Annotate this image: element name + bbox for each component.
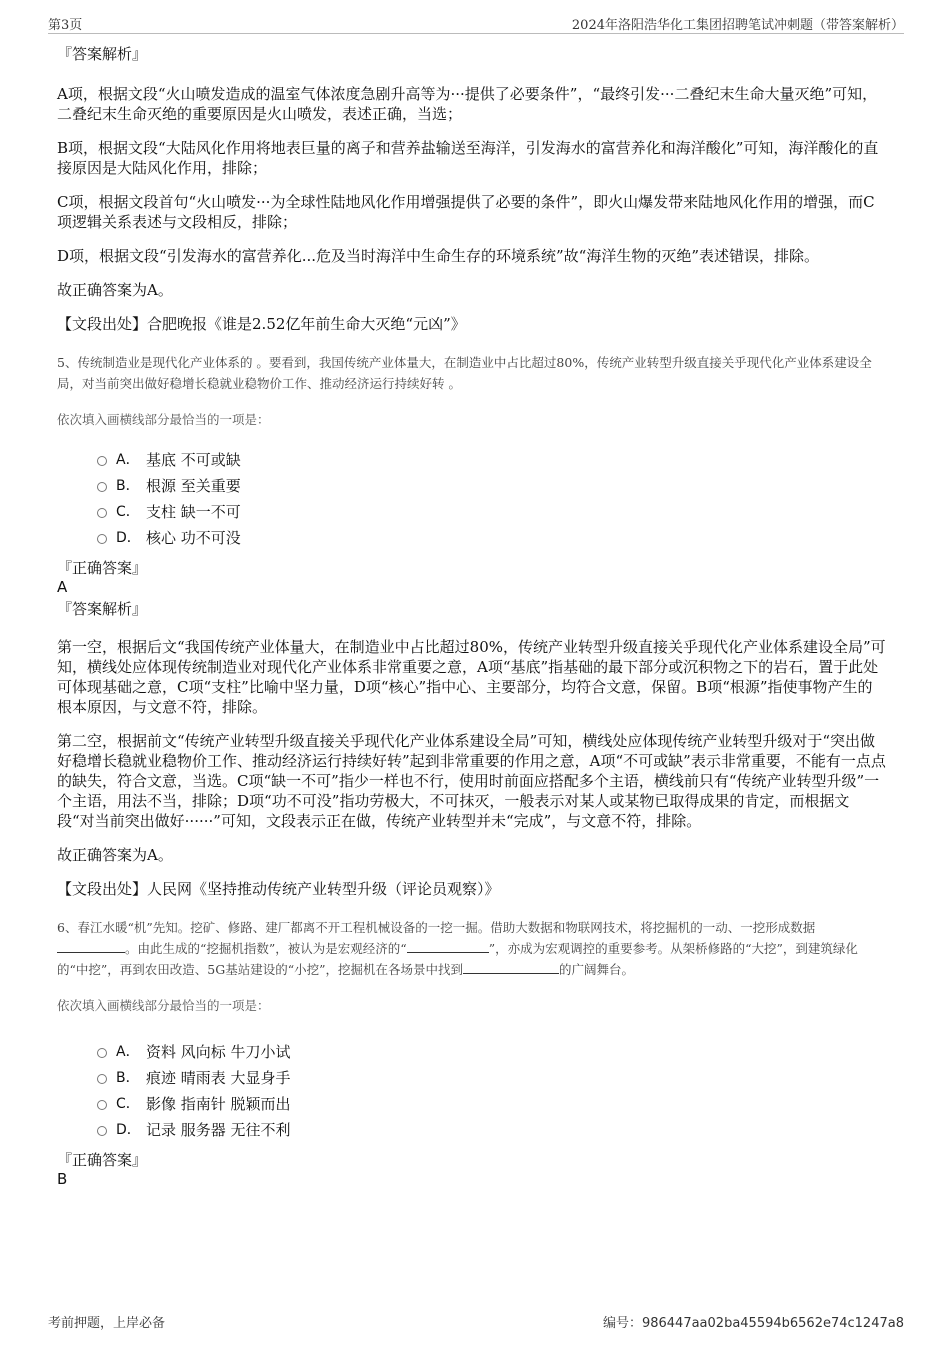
q6-instruction: 依次填入画横线部分最恰当的一项是： <box>57 998 270 1013</box>
option-text: 影像 指南针 脱颖而出 <box>146 1094 291 1113</box>
radio-icon[interactable] <box>97 456 107 466</box>
option-letter: B． <box>116 478 140 494</box>
option-letter: C． <box>116 504 140 520</box>
q6-correct-answer: B <box>57 1170 68 1188</box>
q5-analysis-second: 第二空，根据前文“传统产业转型升级直接关乎现代化产业体系建设全局”可知，横线处应体现传统产业转型升级对于“突出做好稳增长稳就业稳物价工作、推动经济运行持续好转”起到非常重要的作用之意，A项“不可或缺”表示非常重要，不能有一点点的缺失，符合文意，当选。C项“缺一不可”指少一样也不行，使用时前面应搭配多个主语，横线前只有“传统产业转型升级”一个主语，用法不当，排除；D项“功不可没”指功劳极大，不可抹灭，一般表示对某人或某物已取得成果的肯定，而根据文段“对当前突出做好······”可知，文段表示正在做，传统产业转型并未“完成”，与文意不符，排除。 <box>57 732 886 830</box>
radio-icon[interactable] <box>97 534 107 544</box>
q5-correct-answer: A <box>57 578 68 596</box>
q5-option-a[interactable] <box>97 446 887 472</box>
blank-2 <box>407 939 489 953</box>
blank-3 <box>463 960 559 974</box>
radio-icon[interactable] <box>97 1048 107 1058</box>
q6-correct-label: 『正确答案』 <box>57 1151 148 1169</box>
option-text: 基底 不可或缺 <box>146 450 241 469</box>
code-label: 编号： <box>602 1316 642 1331</box>
q6-stem-part3: ”，亦成为宏观调控的重要参考。从架桥修路的“大挖”，到建筑绿化的“中挖”，再到农田改造、5G基站建设的“小挖”，挖掘机在各场景中找到 <box>57 941 858 977</box>
q6-stem-part1: 6、春江水暖“机”先知。挖矿、修路、建厂都离不开工程机械设备的一挖一掘。借助大数据和物联网技术，将挖掘机的一动、一挖形成数据 <box>57 920 816 935</box>
q6-option-a[interactable] <box>97 1038 887 1064</box>
q5-conclusion: 故正确答案为A。 <box>57 846 173 864</box>
q4-analysis-a: A项，根据文段“火山喷发造成的温室气体浓度急剧升高等为···提供了必要条件”，“最终引发···二叠纪末生命大量灭绝”可知，二叠纪末生命灭绝的重要原因是火山喷发，表述正确，当选； <box>57 85 878 123</box>
footer-slogan: 考前押题，上岸必备 <box>48 1316 166 1331</box>
page-header <box>48 14 904 34</box>
q5-analysis-label: 『答案解析』 <box>57 600 148 618</box>
q6-options <box>57 1038 887 1142</box>
q5-instruction: 依次填入画横线部分最恰当的一项是： <box>57 412 270 427</box>
option-letter: A． <box>116 452 140 468</box>
document-title: 2024年洛阳浩华化工集团招聘笔试冲刺题（带答案解析） <box>571 18 904 33</box>
option-text: 根源 至关重要 <box>146 476 241 495</box>
blank-1 <box>57 939 125 953</box>
q4-analysis-label: 『答案解析』 <box>57 45 148 63</box>
q6-stem-part2: 。由此生成的“挖掘机指数”，被认为是宏观经济的“ <box>125 941 407 956</box>
document-code <box>603 1312 904 1331</box>
option-letter: D． <box>116 1122 141 1138</box>
page-number: 第3页 <box>48 18 83 33</box>
option-letter: B． <box>116 1070 140 1086</box>
option-letter: C． <box>116 1096 140 1112</box>
q4-conclusion: 故正确答案为A。 <box>57 281 173 299</box>
q5-correct-label: 『正确答案』 <box>57 559 148 577</box>
q5-stem: 5、传统制造业是现代化产业体系的 。要看到，我国传统产业体量大，在制造业中占比超过80%，传统产业转型升级直接关乎现代化产业体系建设全局，对当前突出做好稳增长稳就业稳物价工作、推动经济运行持续好转 。 <box>57 355 872 391</box>
radio-icon[interactable] <box>97 1074 107 1084</box>
q6-option-d[interactable] <box>97 1116 887 1142</box>
q4-analysis-d: D项，根据文段“引发海水的富营养化...危及当时海洋中生命生存的环境系统”故“海洋生物的灭绝”表述错误，排除。 <box>57 247 820 265</box>
q4-analysis-c: C项，根据文段首句“火山喷发···为全球性陆地风化作用增强提供了必要的条件”，即火山爆发带来陆地风化作用的增强，而C项逻辑关系表述与文段相反，排除； <box>57 193 875 231</box>
option-letter: A． <box>116 1044 140 1060</box>
q5-options <box>57 446 887 550</box>
radio-icon[interactable] <box>97 482 107 492</box>
option-text: 核心 功不可没 <box>146 528 241 547</box>
q5-option-c[interactable] <box>97 498 887 524</box>
q5-option-d[interactable] <box>97 524 887 550</box>
code-value: 986447aa02ba45594b6562e74c1247a8 <box>641 1316 904 1331</box>
option-letter: D． <box>116 530 141 546</box>
q4-source: 【文段出处】合肥晚报《谁是2.52亿年前生命大灭绝“元凶”》 <box>57 315 466 333</box>
q5-analysis-first: 第一空，根据后文“我国传统产业体量大，在制造业中占比超过80%，传统产业转型升级直接关乎现代化产业体系建设全局”可知，横线处应体现传统制造业对现代化产业体系非常重要之意，A项“基底”指基础的最下部分或沉积物之下的岩石，置于此处可体现基础之意，C项“支柱”比喻中坚力量，D项“核心”指中心、主要部分，均符合文意，保留。B项“根源”指使事物产生的根本原因，与文意不符，排除。 <box>57 638 886 716</box>
q6-stem <box>57 917 887 980</box>
radio-icon[interactable] <box>97 1100 107 1110</box>
option-text: 记录 服务器 无往不利 <box>146 1120 291 1139</box>
document-body <box>57 44 887 1189</box>
option-text: 痕迹 晴雨表 大显身手 <box>146 1068 291 1087</box>
radio-icon[interactable] <box>97 508 107 518</box>
q4-analysis-b: B项，根据文段“大陆风化作用将地表巨量的离子和营养盐输送至海洋，引发海水的富营养化和海洋酸化”可知，海洋酸化的直接原因是大陆风化作用，排除； <box>57 139 879 177</box>
q6-stem-part4: 的广阔舞台。 <box>559 962 635 977</box>
q5-option-b[interactable] <box>97 472 887 498</box>
q5-source: 【文段出处】人民网《坚持推动传统产业转型升级（评论员观察）》 <box>57 880 500 898</box>
option-text: 支柱 缺一不可 <box>146 502 241 521</box>
q6-option-c[interactable] <box>97 1090 887 1116</box>
q6-option-b[interactable] <box>97 1064 887 1090</box>
radio-icon[interactable] <box>97 1126 107 1136</box>
option-text: 资料 风向标 牛刀小试 <box>146 1042 291 1061</box>
